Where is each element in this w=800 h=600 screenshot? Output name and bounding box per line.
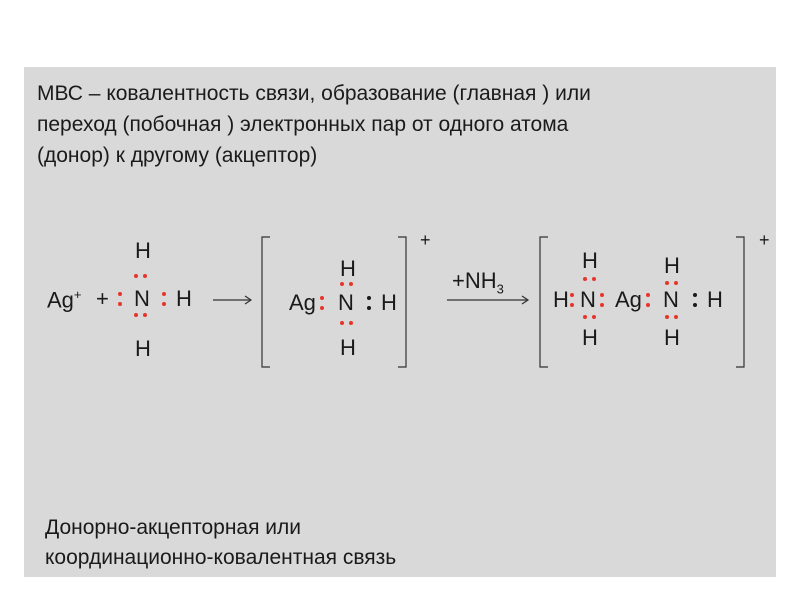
complex1-h-bottom: H (340, 335, 356, 360)
complex1-h-top: H (340, 256, 356, 281)
complex2-left-h-left: H (553, 287, 569, 312)
complex2-ag: Ag (615, 287, 642, 312)
reagent-label (452, 270, 504, 295)
bond-dot (367, 306, 371, 310)
bond-dot (583, 315, 587, 319)
bond-dot (583, 277, 587, 281)
bond-dot (665, 315, 669, 319)
nh3-h-bottom: H (135, 336, 151, 361)
footer-line-2: координационно-ковалентная связь (45, 546, 397, 569)
complex1-h-right: H (381, 290, 397, 315)
intro-line-1: МВС – ковалентность связи, образование (главная ) или (37, 82, 591, 105)
ag-symbol: Ag (47, 287, 74, 313)
dative-dot (646, 303, 650, 307)
bond-dot (693, 293, 697, 297)
dative-dot (646, 293, 650, 297)
lone-pair-dot (349, 282, 353, 286)
complex2-charge: + (759, 230, 770, 250)
complex2-left-h-top: H (582, 248, 598, 273)
bond-dot (570, 303, 574, 307)
lone-pair-dot (674, 281, 678, 285)
intro-line-2: переход (побочная ) электронных пар от одного атома (37, 113, 569, 136)
intro-line-3: (донор) к другому (акцептор) (37, 144, 318, 167)
dative-dot (600, 293, 604, 297)
ag-charge: + (73, 287, 82, 302)
bond-dot (592, 277, 596, 281)
nh3-h-right: H (176, 286, 192, 311)
complex1-n: N (338, 290, 354, 315)
dative-dot (320, 296, 324, 300)
bond-dot (693, 303, 697, 307)
nh3-h-top: H (135, 238, 151, 263)
complex2-left-n: N (580, 287, 596, 312)
complex2-left-h-bottom: H (582, 325, 598, 350)
bond-dot (570, 293, 574, 297)
plus-sign: + (96, 286, 109, 311)
complex2-right-h-bottom: H (664, 325, 680, 350)
nh3-n: N (134, 286, 150, 311)
bond-dot (592, 315, 596, 319)
complex2-right-h-right: H (707, 287, 723, 312)
complex1-ag: Ag (289, 290, 316, 315)
complex2-right-n: N (663, 287, 679, 312)
lone-pair-dot (340, 282, 344, 286)
bond-dot (340, 321, 344, 325)
complex2-right-h-top: H (664, 253, 680, 278)
lone-pair-dot (665, 281, 669, 285)
dative-dot (320, 306, 324, 310)
bond-dot (674, 315, 678, 319)
footer-line-1: Донорно-акцепторная или (45, 516, 302, 539)
bond-dot (367, 296, 371, 300)
reagent-prefix: +NH (452, 268, 497, 293)
bond-dot (349, 321, 353, 325)
dative-dot (600, 303, 604, 307)
complex1-charge: + (420, 230, 431, 250)
reagent-subscript: 3 (496, 281, 504, 297)
